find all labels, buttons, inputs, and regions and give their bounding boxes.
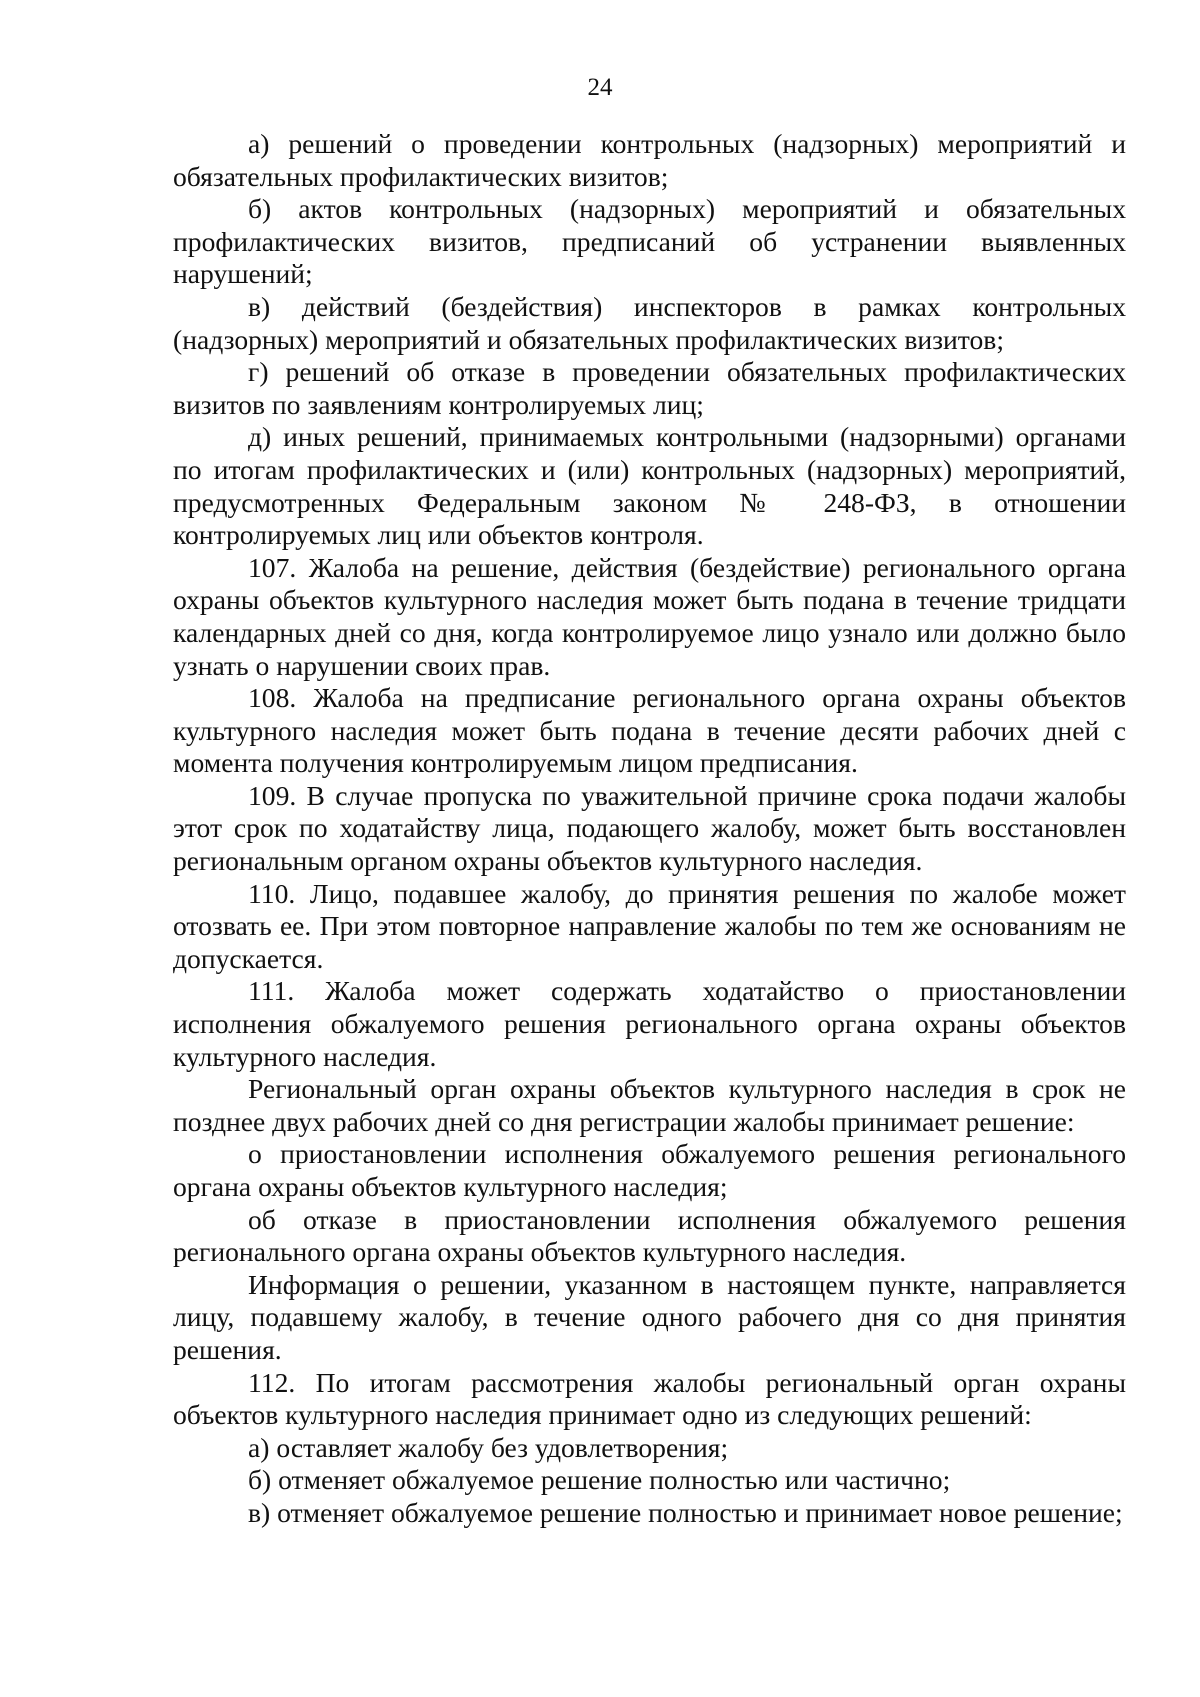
paragraph-111: 111. Жалоба может содержать ходатайство о приостановлении исполнения обжалуемого решения регионального органа охраны объектов культурного наследия. <box>173 975 1126 1072</box>
paragraph-112-a: а) оставляет жалобу без удовлетворения; <box>248 1431 729 1463</box>
paragraph-g-refusals: г) решений об отказе в проведении обязательных профилактических визитов по заявлениям контролируемых лиц; <box>173 356 1126 420</box>
paragraph-107: 107. Жалоба на решение, действия (бездействие) регионального органа охраны объектов культурного наследия может быть подана в течение тридцати календарных дней со дня, когда контролируемое лицо узнало или должно было узнать о нарушении своих прав. <box>173 551 1126 681</box>
paragraph-v-actions: в) действий (бездействия) инспекторов в рамках контрольных (надзорных) мероприятий и обязательных профилактических визитов; <box>173 290 1126 355</box>
paragraph-112: 112. По итогам рассмотрения жалобы региональный орган охраны объектов культурного наследия принимает одно из следующих решений: <box>173 1366 1126 1431</box>
paragraph-a-decisions: а) решений о проведении контрольных (надзорных) мероприятий и обязательных профилактических визитов; <box>173 128 1126 192</box>
paragraph-108: 108. Жалоба на предписание регионального органа охраны объектов культурного наследия может быть подана в течение десяти рабочих дней с момента получения контролируемым лицом предписания. <box>173 682 1126 779</box>
paragraph-109: 109. В случае пропуска по уважительной причине срока подачи жалобы этот срок по ходатайству лица, подающего жалобу, может быть восстановлен региональным органом охраны объектов культурного наследия. <box>173 779 1126 877</box>
paragraph-111-notification: Информация о решении, указанном в настоящем пункте, направляется лицу, подавшему жалобу, в течение одного рабочего дня со дня принятия решения. <box>173 1268 1126 1365</box>
paragraph-112-v: в) отменяет обжалуемое решение полностью и принимает новое решение; <box>248 1496 1123 1528</box>
paragraph-110: 110. Лицо, подавшее жалобу, до принятия решения по жалобе может отозвать ее. При этом повторное направление жалобы по тем же основаниям не допускается. <box>173 877 1126 974</box>
document-body <box>173 128 1126 1530</box>
paragraph-112-b: б) отменяет обжалуемое решение полностью или частично; <box>248 1464 951 1496</box>
paragraph-b-acts: б) актов контрольных (надзорных) мероприятий и обязательных профилактических визитов, предписаний об устранении выявленных нарушений; <box>173 193 1126 290</box>
paragraph-111-decision-term: Региональный орган охраны объектов культурного наследия в срок не позднее двух рабочих дней со дня регистрации жалобы принимает решение: <box>173 1073 1126 1137</box>
paragraph-d-other-decisions: д) иных решений, принимаемых контрольными (надзорными) органами по итогам профилактических и (или) контрольных (надзорных) мероприятий, предусмотренных Федеральным законом № 248-ФЗ, в отношении контролируемых лиц или объектов контроля. <box>173 421 1126 551</box>
paragraph-111-refusal: об отказе в приостановлении исполнения обжалуемого решения регионального органа охраны объектов культурного наследия. <box>173 1203 1126 1268</box>
paragraph-111-suspension: о приостановлении исполнения обжалуемого решения регионального органа охраны объектов культурного наследия; <box>173 1138 1126 1202</box>
page-number: 24 <box>587 74 613 101</box>
